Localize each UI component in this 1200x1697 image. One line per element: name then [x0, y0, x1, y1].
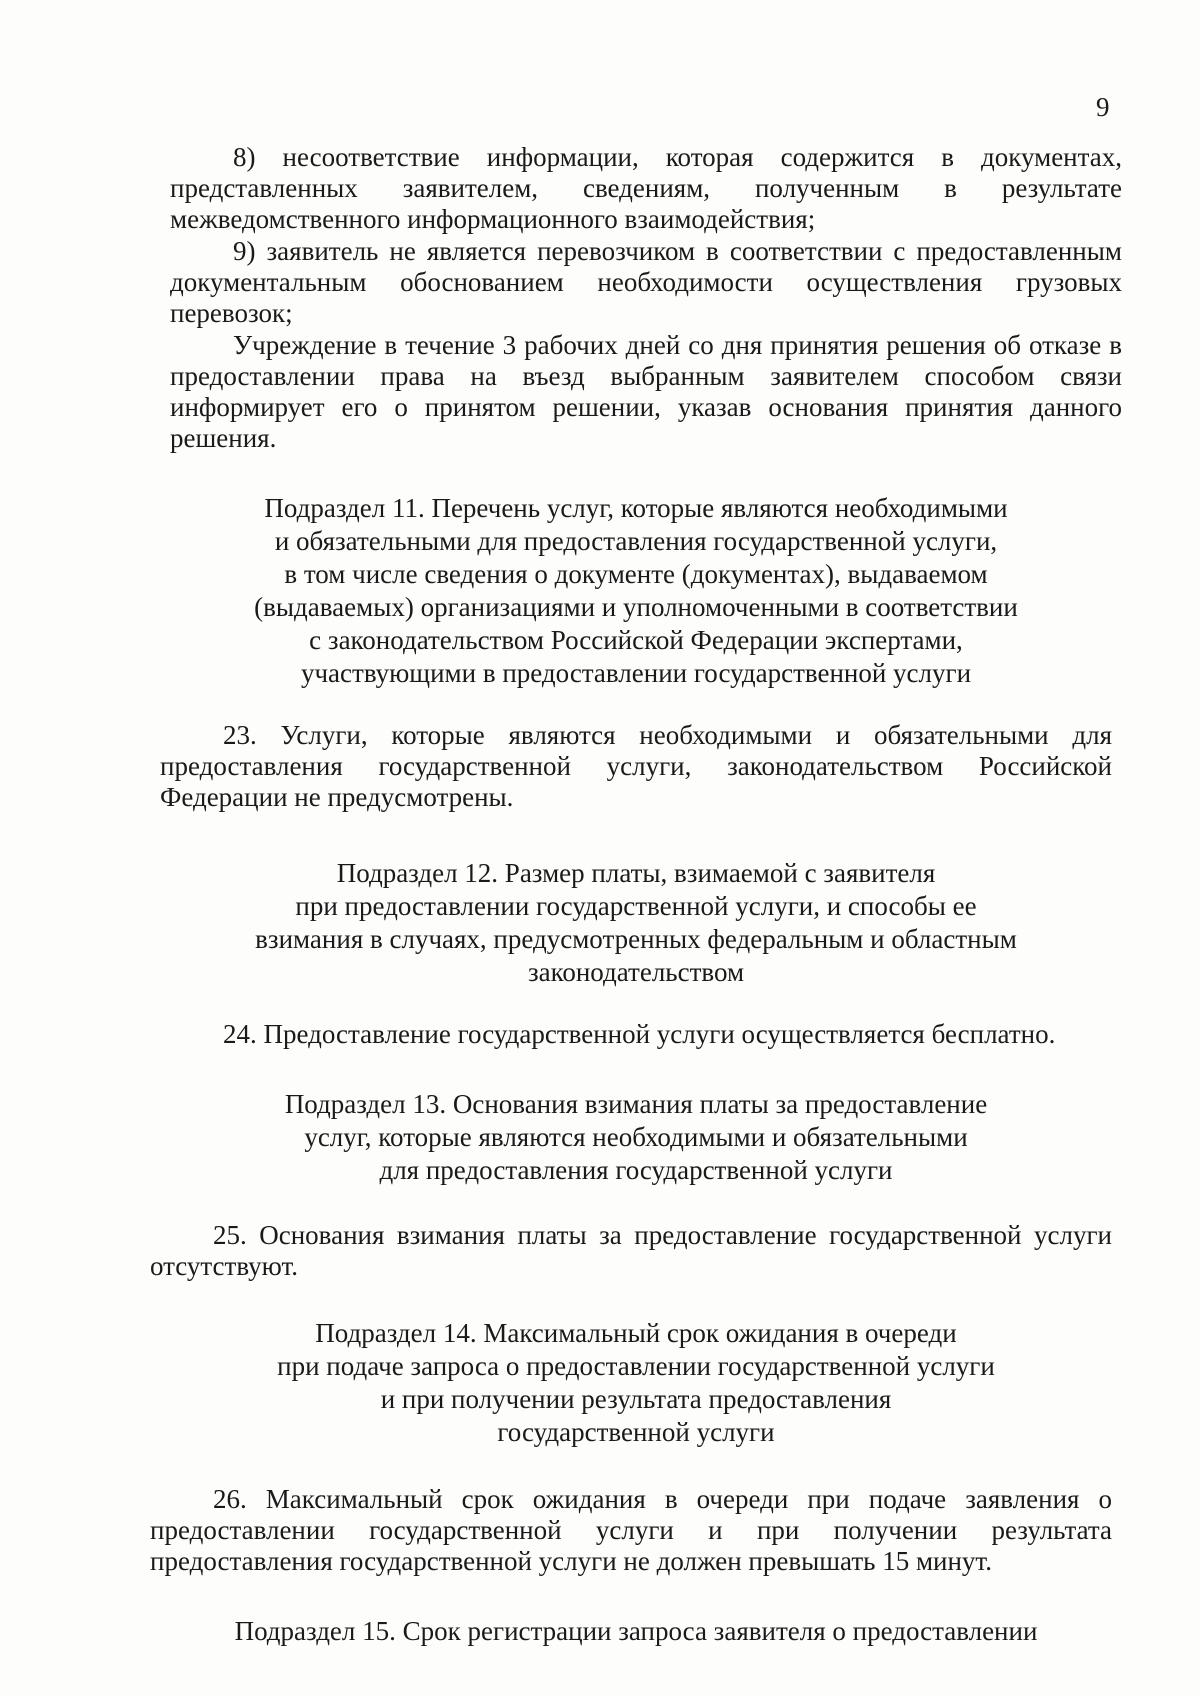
heading-12-text: Подраздел 12. Размер платы, взимаемой с заявителя при предоставлении государственной услуги, и способы ее взимания в случаях, предусмотренных федеральным и областным законодательством: [255, 858, 1017, 987]
item-23: [160, 720, 1112, 813]
section-heading-15: [160, 1615, 1112, 1648]
section-heading-11: [160, 492, 1112, 690]
item-25-text: 25. Основания взимания платы за предоставление государственной услуги отсутствуют.: [150, 1220, 1112, 1281]
list-item-9: 9) заявитель не является перевозчиком в соответствии с предоставленным документальным обоснованием необходимости осуществления грузовых перевозок;: [170, 236, 1122, 328]
section-heading-13: [160, 1088, 1112, 1187]
item-26-text: 26. Максимальный срок ожидания в очереди при подаче заявления о предоставлении государственной услуги и при получении результата предоставления государственной услуги не должен превышать 15 минут.: [150, 1484, 1112, 1576]
heading-11-text: Подраздел 11. Перечень услуг, которые являются необходимыми и обязательными для предоставления государственной услуги, в том числе сведения о документе (документах), выдаваемом (выдаваемых) организациями и уполномоченными в соответствии с законодательством Российской Федерации экспертами, участвующими в предоставлении государственной услуги: [254, 493, 1018, 688]
section-heading-14: [160, 1317, 1112, 1449]
heading-15-text: Подраздел 15. Срок регистрации запроса заявителя о предоставлении: [234, 1616, 1038, 1646]
item-26: [150, 1484, 1112, 1577]
heading-13-text: Подраздел 13. Основания взимания платы за предоставление услуг, которые являются необходимыми и обязательными для предоставления государственной услуги: [284, 1089, 988, 1185]
item-24: [160, 1019, 1112, 1050]
refusal-grounds-list: [170, 142, 1122, 454]
list-item-8: 8) несоответствие информации, которая содержится в документах, представленных заявителем, сведениям, полученным в результате межведомственного информационного взаимодействия;: [170, 142, 1122, 234]
item-23-text: 23. Услуги, которые являются необходимыми и обязательными для предоставления государственной услуги, законодательством Российской Федерации не предусмотрены.: [160, 720, 1112, 812]
section-heading-12: [160, 857, 1112, 989]
refusal-notice-paragraph: Учреждение в течение 3 рабочих дней со дня принятия решения об отказе в предоставлении права на въезд выбранным заявителем способом связи информирует его о принятом решении, указав основания принятия данного решения.: [170, 330, 1122, 453]
item-24-text: 24. Предоставление государственной услуги осуществляется бесплатно.: [223, 1019, 1056, 1049]
page-number: 9: [1096, 92, 1110, 122]
item-25: [150, 1220, 1112, 1282]
heading-14-text: Подраздел 14. Максимальный срок ожидания в очереди при подаче запроса о предоставлении государственной услуги и при получении результата предоставления государственной услуги: [277, 1318, 995, 1447]
